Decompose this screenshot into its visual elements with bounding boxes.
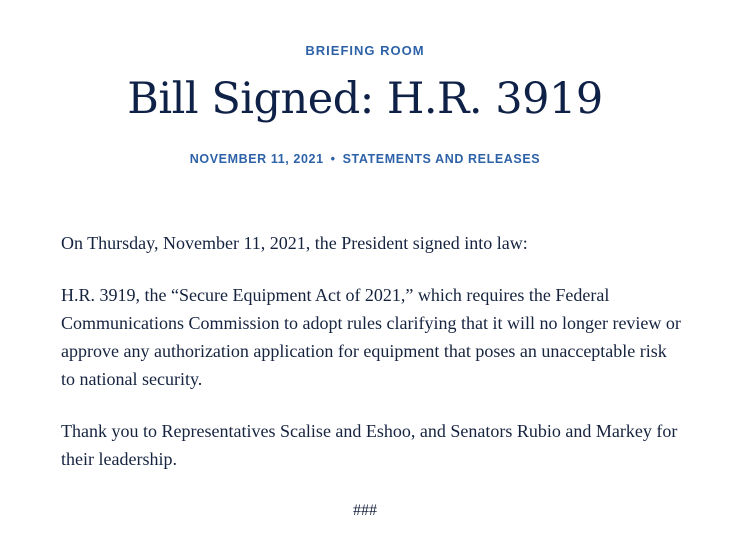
section-link-briefing-room[interactable]: BRIEFING ROOM: [305, 43, 425, 58]
article-paragraph: On Thursday, November 11, 2021, the President signed into law:: [61, 233, 528, 253]
meta-separator: •: [330, 152, 336, 166]
article-body: [61, 229, 681, 497]
category-link-statements-and-releases[interactable]: STATEMENTS AND RELEASES: [342, 152, 541, 166]
article-paragraph: H.R. 3919, the “Secure Equipment Act of 2021,” which requires the Federal Communications Commission to adopt rules clarifying that it will no longer review or approve any authorization application for equipment that poses an unacceptable risk to national security.: [61, 285, 681, 389]
article-meta: [0, 152, 730, 166]
end-mark: ###: [353, 502, 377, 519]
publish-date: NOVEMBER 11, 2021: [189, 152, 324, 166]
article-paragraph: Thank you to Representatives Scalise and Eshoo, and Senators Rubio and Markey for their leadership.: [61, 421, 678, 469]
page-title: Bill Signed: H.R. 3919: [127, 74, 603, 124]
